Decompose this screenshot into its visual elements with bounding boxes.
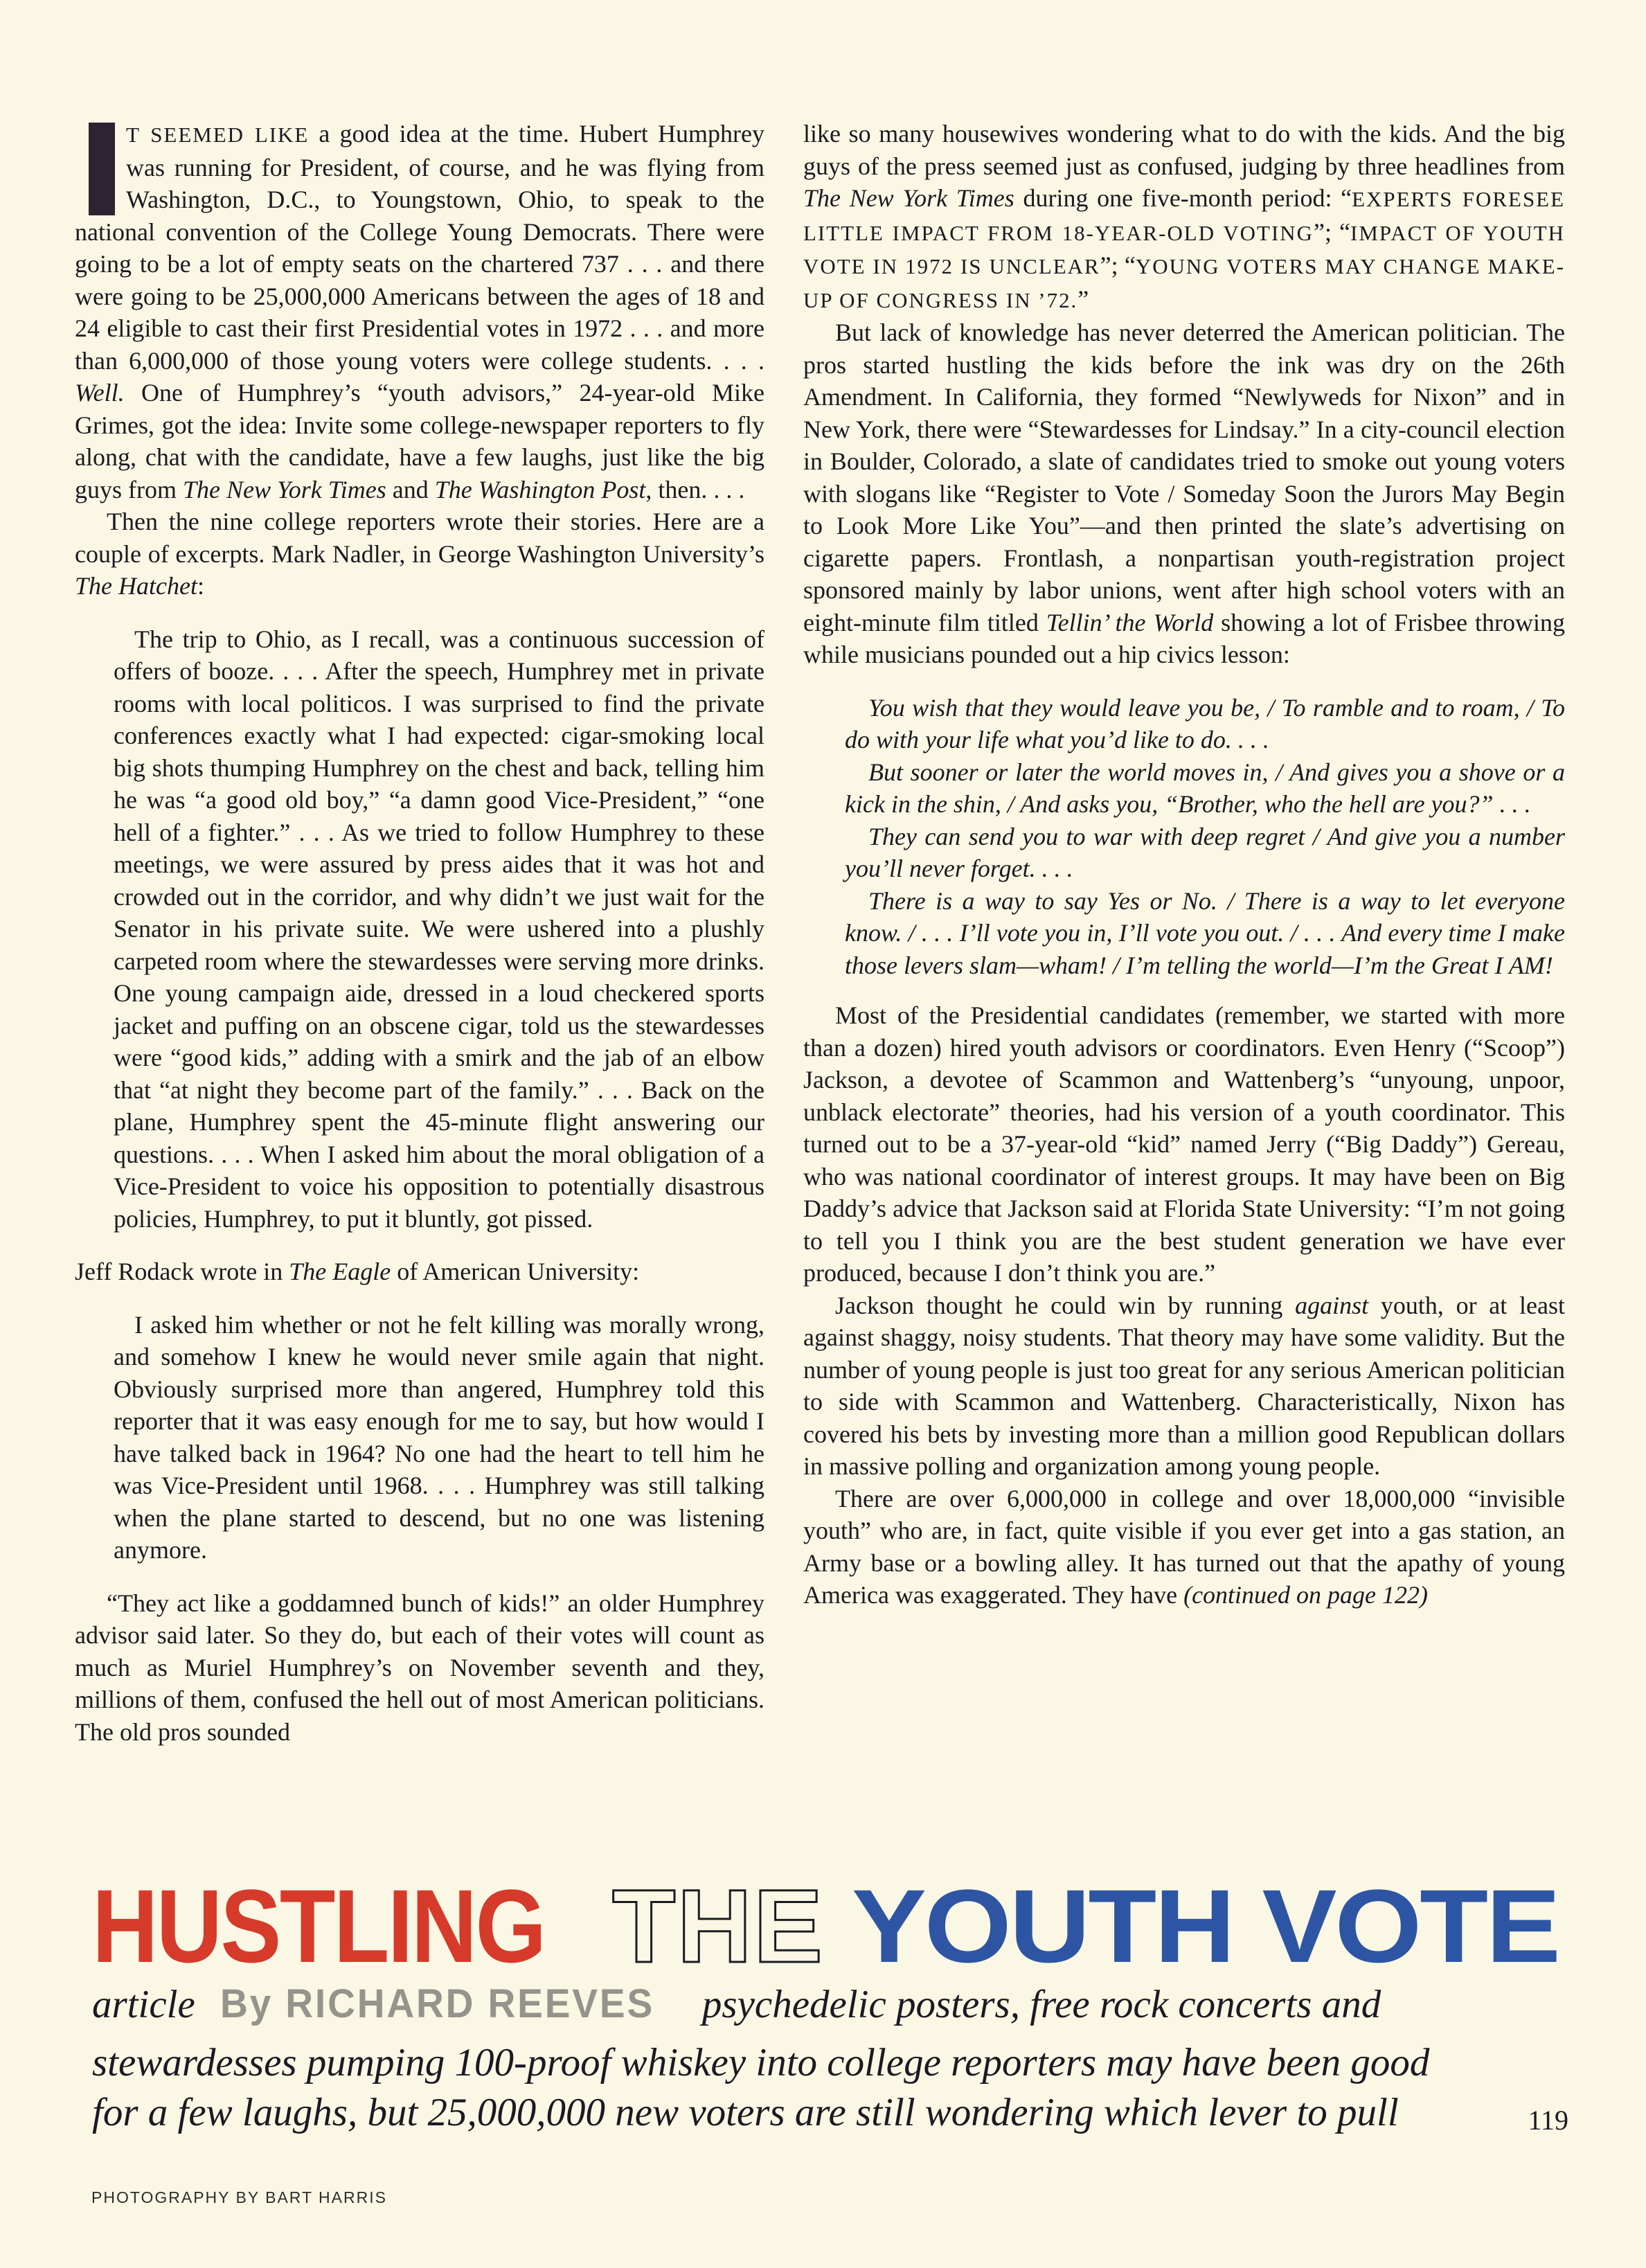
paragraph-body_indent: Jackson thought he could win by running against youth, or at least against shaggy, noisy students. That theory may have some validity. But the number of young people is just too great for any serious American politician to side with Scammon and Wattenberg. Characteristically, Nixon has covered his bets by investing more than a million good Republican dollars in massive polling and organization among young people. <box>803 1291 1565 1480</box>
paragraph-verse_close: There is a way to say Yes or No. / There is a way to let everyone know. / . . . I’ll vote you in, I’ll vote you out. / . . . And every time I make those levers slam—wham! / I’m telling the world—I’m the Great I AM! <box>845 886 1565 979</box>
tagline-line-3: for a few laughs, but 25,000,000 new voters are still wondering which lever to pull <box>92 2091 1399 2134</box>
tagline-line-2: stewardesses pumping 100-proof whiskey into college reporters may have been good <box>92 2041 1430 2084</box>
paragraph-quote: The trip to Ohio, as I recall, was a continuous succession of offers of booze. . . . After the speech, Humphrey met in private rooms with local politicos. I was surprised to find the private conferences exactly what I had expected: cigar-smoking local big shots thumping Humphrey on the chest and back, telling him he was “a good old boy,” “a damn good Vice-President,” “one hell of a fighter.” . . . As we tried to follow Humphrey to these meetings, we were assured by press aides that it was hot and crowded out in the corridor, and why didn’t we just wait for the Senator in his private suite. We were ushered into a plushly carpeted room where the stewardesses were serving more drinks. One young campaign aide, dressed in a loud checkered sports jacket and puffing on an obscene cigar, told us the stewardesses were “good kids,” adding with a smirk and the jab of an elbow that “at night they become part of the family.” . . . Back on the plane, Humphrey spent the 45-minute flight answering our questions. . . . When I asked him about the moral obligation of a Vice-President to voice his opposition to potentially disastrous policies, Humphrey, to put it bluntly, got pissed. <box>114 625 764 1233</box>
drop-cap <box>89 123 115 215</box>
paragraph-body_indent: Most of the Presidential candidates (remember, we started with more than a dozen) hired youth advisors or coordinators. Even Henry (“Scoop”) Jackson, a devotee of Scammon and Wattenberg’s “unyoung, unpoor, unblack electorate” theories, had his version of a youth coordinator. This turned out to be a 37-year-old “kid” named Jerry (“Big Daddy”) Gereau, who was national coordinator of interest groups. It may have been on Big Daddy’s advice that Jackson said at Florida State University: “I’m not going to tell you I think you are the best student generation we have ever produced, because I don’t think you are.” <box>803 1001 1565 1287</box>
tagline-line-1: psychedelic posters, free rock concerts and <box>701 1983 1381 2026</box>
photography-credit: PHOTOGRAPHY BY BART HARRIS <box>91 2188 387 2206</box>
paragraph-body_indent: “They act like a goddamned bunch of kids!” an older Humphrey advisor said later. So they do, but each of their votes will count as much as Muriel Humphrey’s on November seventh and they, millions of them, confused the hell out of most American politicians. The old pros sounded <box>75 1589 764 1746</box>
paragraph-verse: But sooner or later the world moves in, / And gives you a shove or a kick in the shin, / And asks you, “Brother, who the hell are you?” . . . <box>845 758 1565 818</box>
headline-word-the: THE <box>612 1868 824 1984</box>
paragraph-quote: I asked him whether or not he felt killing was morally wrong, and somehow I knew he would never smile again that night. Obviously surprised more than angered, Humphrey told this reporter that it was easy enough for me to say, but how would I have talked back in 1964? No one had the heart to tell him he was Vice-President until 1968. . . . Humphrey was still talking when the plane started to descend, but no one was listening anymore. <box>114 1310 764 1564</box>
author-byline: By RICHARD REEVES <box>220 1981 654 2026</box>
article-column-right <box>803 118 1565 1778</box>
paragraph-body_indent: There are over 6,000,000 in college and over 18,000,000 “invisible youth” who are, in fact, quite visible if you ever get into a gas station, an Army base or a bowling alley. It has turned out that the apathy of young America was exaggerated. They have (continued on page 122) <box>803 1484 1565 1609</box>
article-column-left <box>75 118 764 1778</box>
paragraph-body: like so many housewives wondering what to do with the kids. And the big guys of the press seemed just as confused, judging by three headlines from The New York Times during one five-month period: “EXPERTS FORESEE LITTLE IMPACT FROM 18-YEAR-OLD VOTING”; “IMPACT OF YOUTH VOTE IN 1972 IS UNCLEAR”; “YOUNG VOTERS MAY CHANGE MAKE-UP OF CONGRESS IN ’72.” <box>803 120 1565 313</box>
paragraph-body_indent: But lack of knowledge has never deterred the American politician. The pros started hustling the kids before the ink was dry on the 26th Amendment. In California, they formed “Newlyweds for Nixon” and in New York, there were “Stewardesses for Lindsay.” In a city-council election in Boulder, Colorado, a slate of candidates tried to smoke out young voters with slogans like “Register to Vote / Someday Soon the Jurors May Begin to Look More Like You”—and then printed the slate’s advertising on cigarette papers. Frontlash, a nonpartisan youth-registration project sponsored mainly by labor unions, went after high school voters with an eight-minute film titled Tellin’ the World showing a lot of Frisbee throwing while musicians pounded out a hip civics lesson: <box>803 319 1565 668</box>
page-number: 119 <box>1528 2105 1568 2136</box>
article-label: article <box>92 1983 195 2026</box>
headline-word-hustling: HUSTLING <box>92 1868 545 1984</box>
paragraph-body: T SEEMED LIKE a good idea at the time. Hubert Humphrey was running for President, of course, and he was flying from Washington, D.C., to Youngstown, Ohio, to speak to the national convention of the College Young Democrats. There were going to be a lot of empty seats on the chartered 737 . . . and there were going to be 25,000,000 Americans between the ages of 18 and 24 eligible to cast their first Presidential votes in 1972 . . . and more than 6,000,000 of those young voters were college students. . . . Well. One of Humphrey’s “youth advisors,” 24-year-old Mike Grimes, got the idea: Invite some college-newspaper reporters to fly along, chat with the candidate, have a few laughs, just like the big guys from The New York Times and The Washington Post, then. . . . <box>75 120 764 503</box>
byline-row <box>92 1982 1588 2027</box>
headline-word-youth-vote: YOUTH VOTE <box>852 1868 1559 1984</box>
article-body <box>75 118 1565 1778</box>
paragraph-body_indent: Then the nine college reporters wrote their stories. Here are a couple of excerpts. Mark Nadler, in George Washington University’s The Hatchet: <box>75 508 764 600</box>
paragraph-body: Jeff Rodack wrote in The Eagle of American University: <box>75 1258 640 1285</box>
paragraph-verse_open: You wish that they would leave you be, / To ramble and to roam, / To do with your life what you’d like to do. . . . <box>845 693 1565 753</box>
paragraph-verse: They can send you to war with deep regret / And give you a number you’ll never forget. . . . <box>845 822 1565 882</box>
